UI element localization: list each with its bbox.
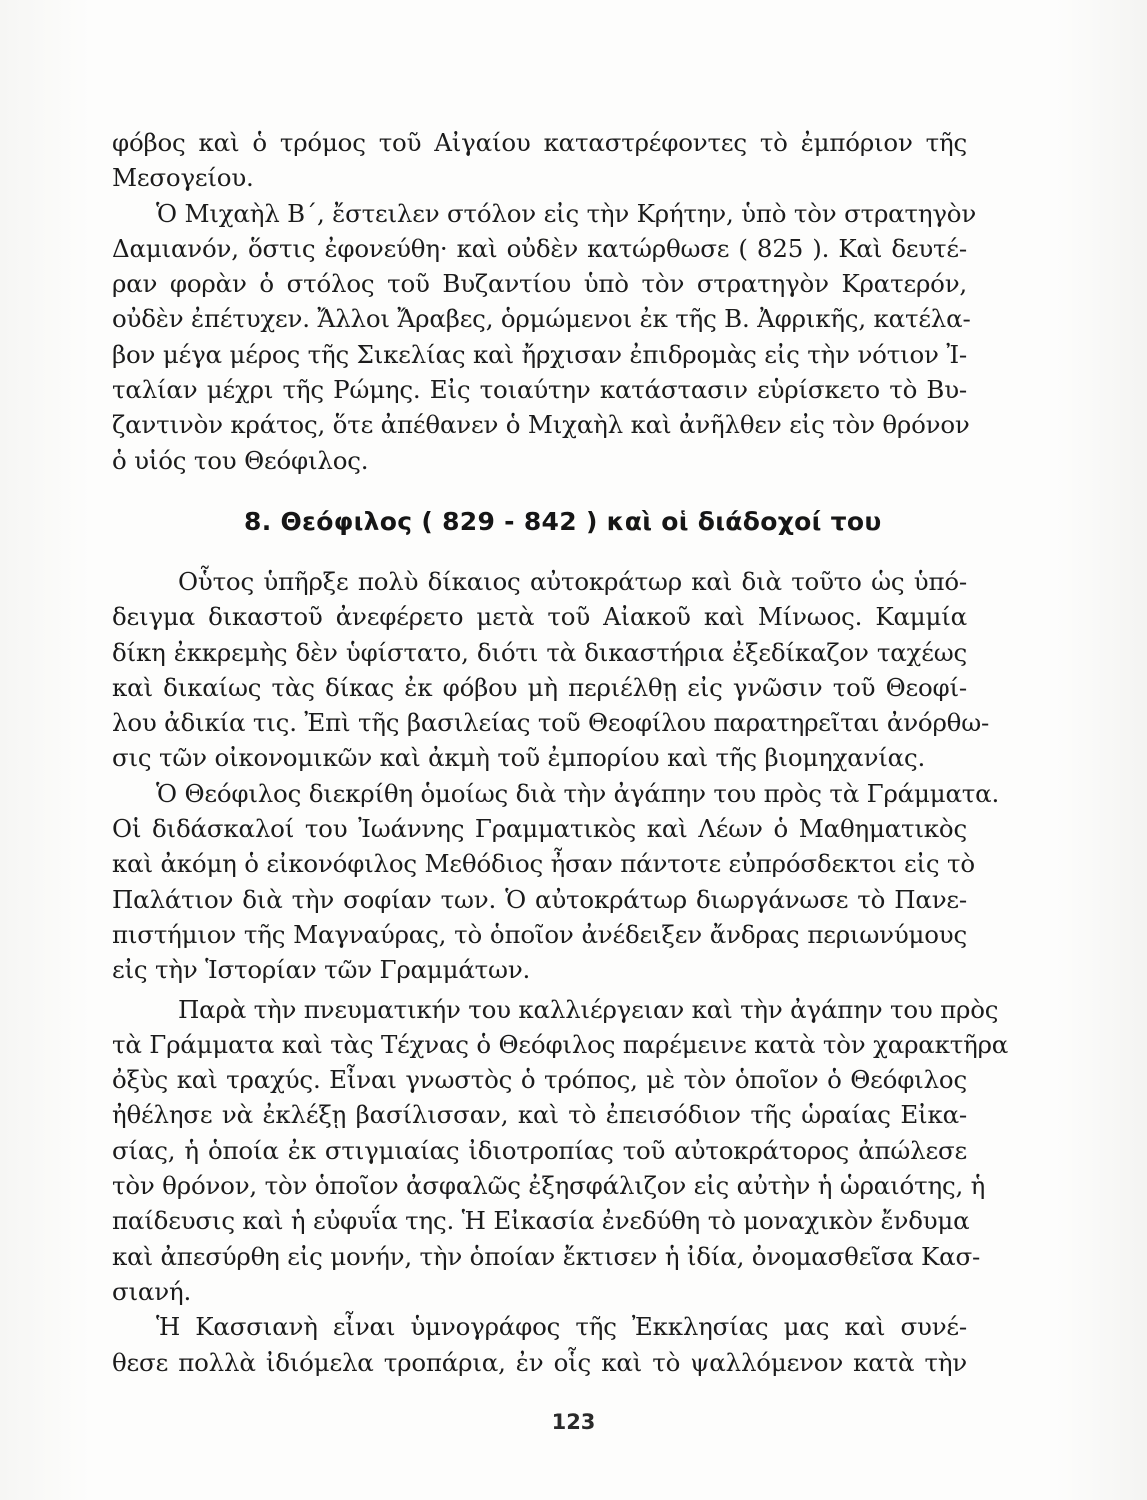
text-line: φόβος καὶ ὁ τρόμος τοῦ Αἰγαίου καταστρέφοντες τὸ ἐμπόριον τῆς [112, 128, 967, 157]
text-line: Ὁ Μιχαὴλ Β΄, ἔστειλεν στόλον εἰς τὴν Κρήτην, ὑπὸ τὸν στρατηγὸν [156, 198, 977, 228]
text-line: ζαντινὸν κράτος, ὅτε ἀπέθανεν ὁ Μιχαὴλ καὶ ἀνῆλθεν εἰς τὸν θρόνον [112, 410, 970, 440]
text-line: Ἡ Κασσιανὴ εἶναι ὑμνογράφος τῆς Ἐκκλησίας μας καὶ συνέ- [156, 1312, 967, 1342]
text-line: εἰς τὴν Ἱστορίαν τῶν Γραμμάτων. [112, 955, 531, 985]
text-line: ἠθέλησε νὰ ἐκλέξῃ βασίλισσαν, καὶ τὸ ἐπεισόδιον τῆς ὡραίας Εἰκα- [112, 1100, 967, 1130]
page-number: 123 [551, 1410, 596, 1434]
text-line: Οὗτος ὑπῆρξε πολὺ δίκαιος αὐτοκράτωρ καὶ διὰ τοῦτο ὡς ὑπό- [178, 566, 967, 596]
text-line: Μεσογείου. [112, 163, 254, 193]
text-line: τὰ Γράμματα καὶ τὰς Τέχνας ὁ Θεόφιλος παρέμεινε κατὰ τὸν χαρακτῆρα [112, 1029, 1009, 1059]
text-line: σίας, ἡ ὁποία ἐκ στιγμιαίας ἰδιοτροπίας τοῦ αὐτοκράτορος ἀπώλεσε [112, 1135, 967, 1165]
section-heading: 8. Θεόφιλος ( 829 - 842 ) καὶ οἱ διάδοχοί του [244, 506, 882, 536]
text-line: σιανή. [112, 1276, 192, 1306]
text-line: θεσε πολλὰ ἰδιόμελα τροπάρια, ἐν οἷς καὶ τὸ ψαλλόμενον κατὰ τὴν [112, 1347, 967, 1377]
text-line: καὶ ἀπεσύρθη εἰς μονήν, τὴν ὁποίαν ἔκτισεν ἡ ἰδία, ὀνομασθεῖσα Κασ- [112, 1241, 981, 1271]
text-line: Παλάτιον διὰ τὴν σοφίαν των. Ὁ αὐτοκράτωρ διωργάνωσε τὸ Πανε- [112, 884, 967, 914]
text-line: δειγμα δικαστοῦ ἀνεφέρετο μετὰ τοῦ Αἰακοῦ καὶ Μίνωος. Καμμία [112, 602, 967, 632]
page-body [112, 125, 1009, 1380]
text-line: καὶ ἀκόμη ὁ εἰκονόφιλος Μεθόδιος ἦσαν πάντοτε εὐπρόσδεκτοι εἰς τὸ [112, 849, 975, 879]
text-line: λου ἀδικία τις. Ἐπὶ τῆς βασιλείας τοῦ Θεοφίλου παρατηρεῖται ἀνόρθω- [112, 708, 990, 738]
text-line: βον μέγα μέρος τῆς Σικελίας καὶ ἤρχισαν ἐπιδρομὰς εἰς τὴν νότιον Ἰ- [112, 339, 967, 369]
text-line: σις τῶν οἰκονομικῶν καὶ ἀκμὴ τοῦ ἐμπορίου καὶ τῆς βιομηχανίας. [112, 743, 926, 773]
text-line: ραν φορὰν ὁ στόλος τοῦ Βυζαντίου ὑπὸ τὸν στρατηγὸν Κρατερόν, [112, 269, 967, 299]
text-line: καὶ δικαίως τὰς δίκας ἐκ φόβου μὴ περιέλθῃ εἰς γνῶσιν τοῦ Θεοφί- [112, 672, 967, 702]
text-line: παίδευσις καὶ ἡ εὐφυΐα της. Ἡ Εἰκασία ἐνεδύθη τὸ μοναχικὸν ἔνδυμα [112, 1206, 970, 1236]
text-line: Παρὰ τὴν πνευματικήν του καλλιέργειαν καὶ τὴν ἀγάπην του πρὸς [178, 994, 999, 1024]
text-line: πιστήμιον τῆς Μαγναύρας, τὸ ὁποῖον ἀνέδειξεν ἄνδρας περιωνύμους [112, 919, 967, 949]
text-line: δίκη ἐκκρεμὴς δὲν ὑφίστατο, διότι τὰ δικαστήρια ἐξεδίκαζον ταχέως [112, 637, 967, 667]
text-line: οὐδὲν ἐπέτυχεν. Ἄλλοι Ἄραβες, ὁρμώμενοι ἐκ τῆς Β. Ἀφρικῆς, κατέλα- [112, 304, 971, 334]
text-line: τὸν θρόνον, τὸν ὁποῖον ἀσφαλῶς ἐξησφάλιζον εἰς αὐτὴν ἡ ὡραιότης, ἡ [112, 1171, 986, 1201]
text-line: Ὁ Θεόφιλος διεκρίθη ὁμοίως διὰ τὴν ἀγάπην του πρὸς τὰ Γράμματα. [156, 778, 1000, 808]
text-line: ταλίαν μέχρι τῆς Ρώμης. Εἰς τοιαύτην κατάστασιν εὑρίσκετο τὸ Βυ- [112, 375, 967, 405]
text-line: Οἱ διδάσκαλοί του Ἰωάννης Γραμματικὸς καὶ Λέων ὁ Μαθηματικὸς [112, 814, 967, 844]
text-line: ὁ υἱός του Θεόφιλος. [112, 445, 369, 475]
text-line: Δαμιανόν, ὅστις ἐφονεύθη· καὶ οὐδὲν κατώρθωσε ( 825 ). Καὶ δευτέ- [112, 233, 967, 263]
text-line: ὀξὺς καὶ τραχύς. Εἶναι γνωστὸς ὁ τρόπος, μὲ τὸν ὁποῖον ὁ Θεόφιλος [112, 1065, 967, 1095]
